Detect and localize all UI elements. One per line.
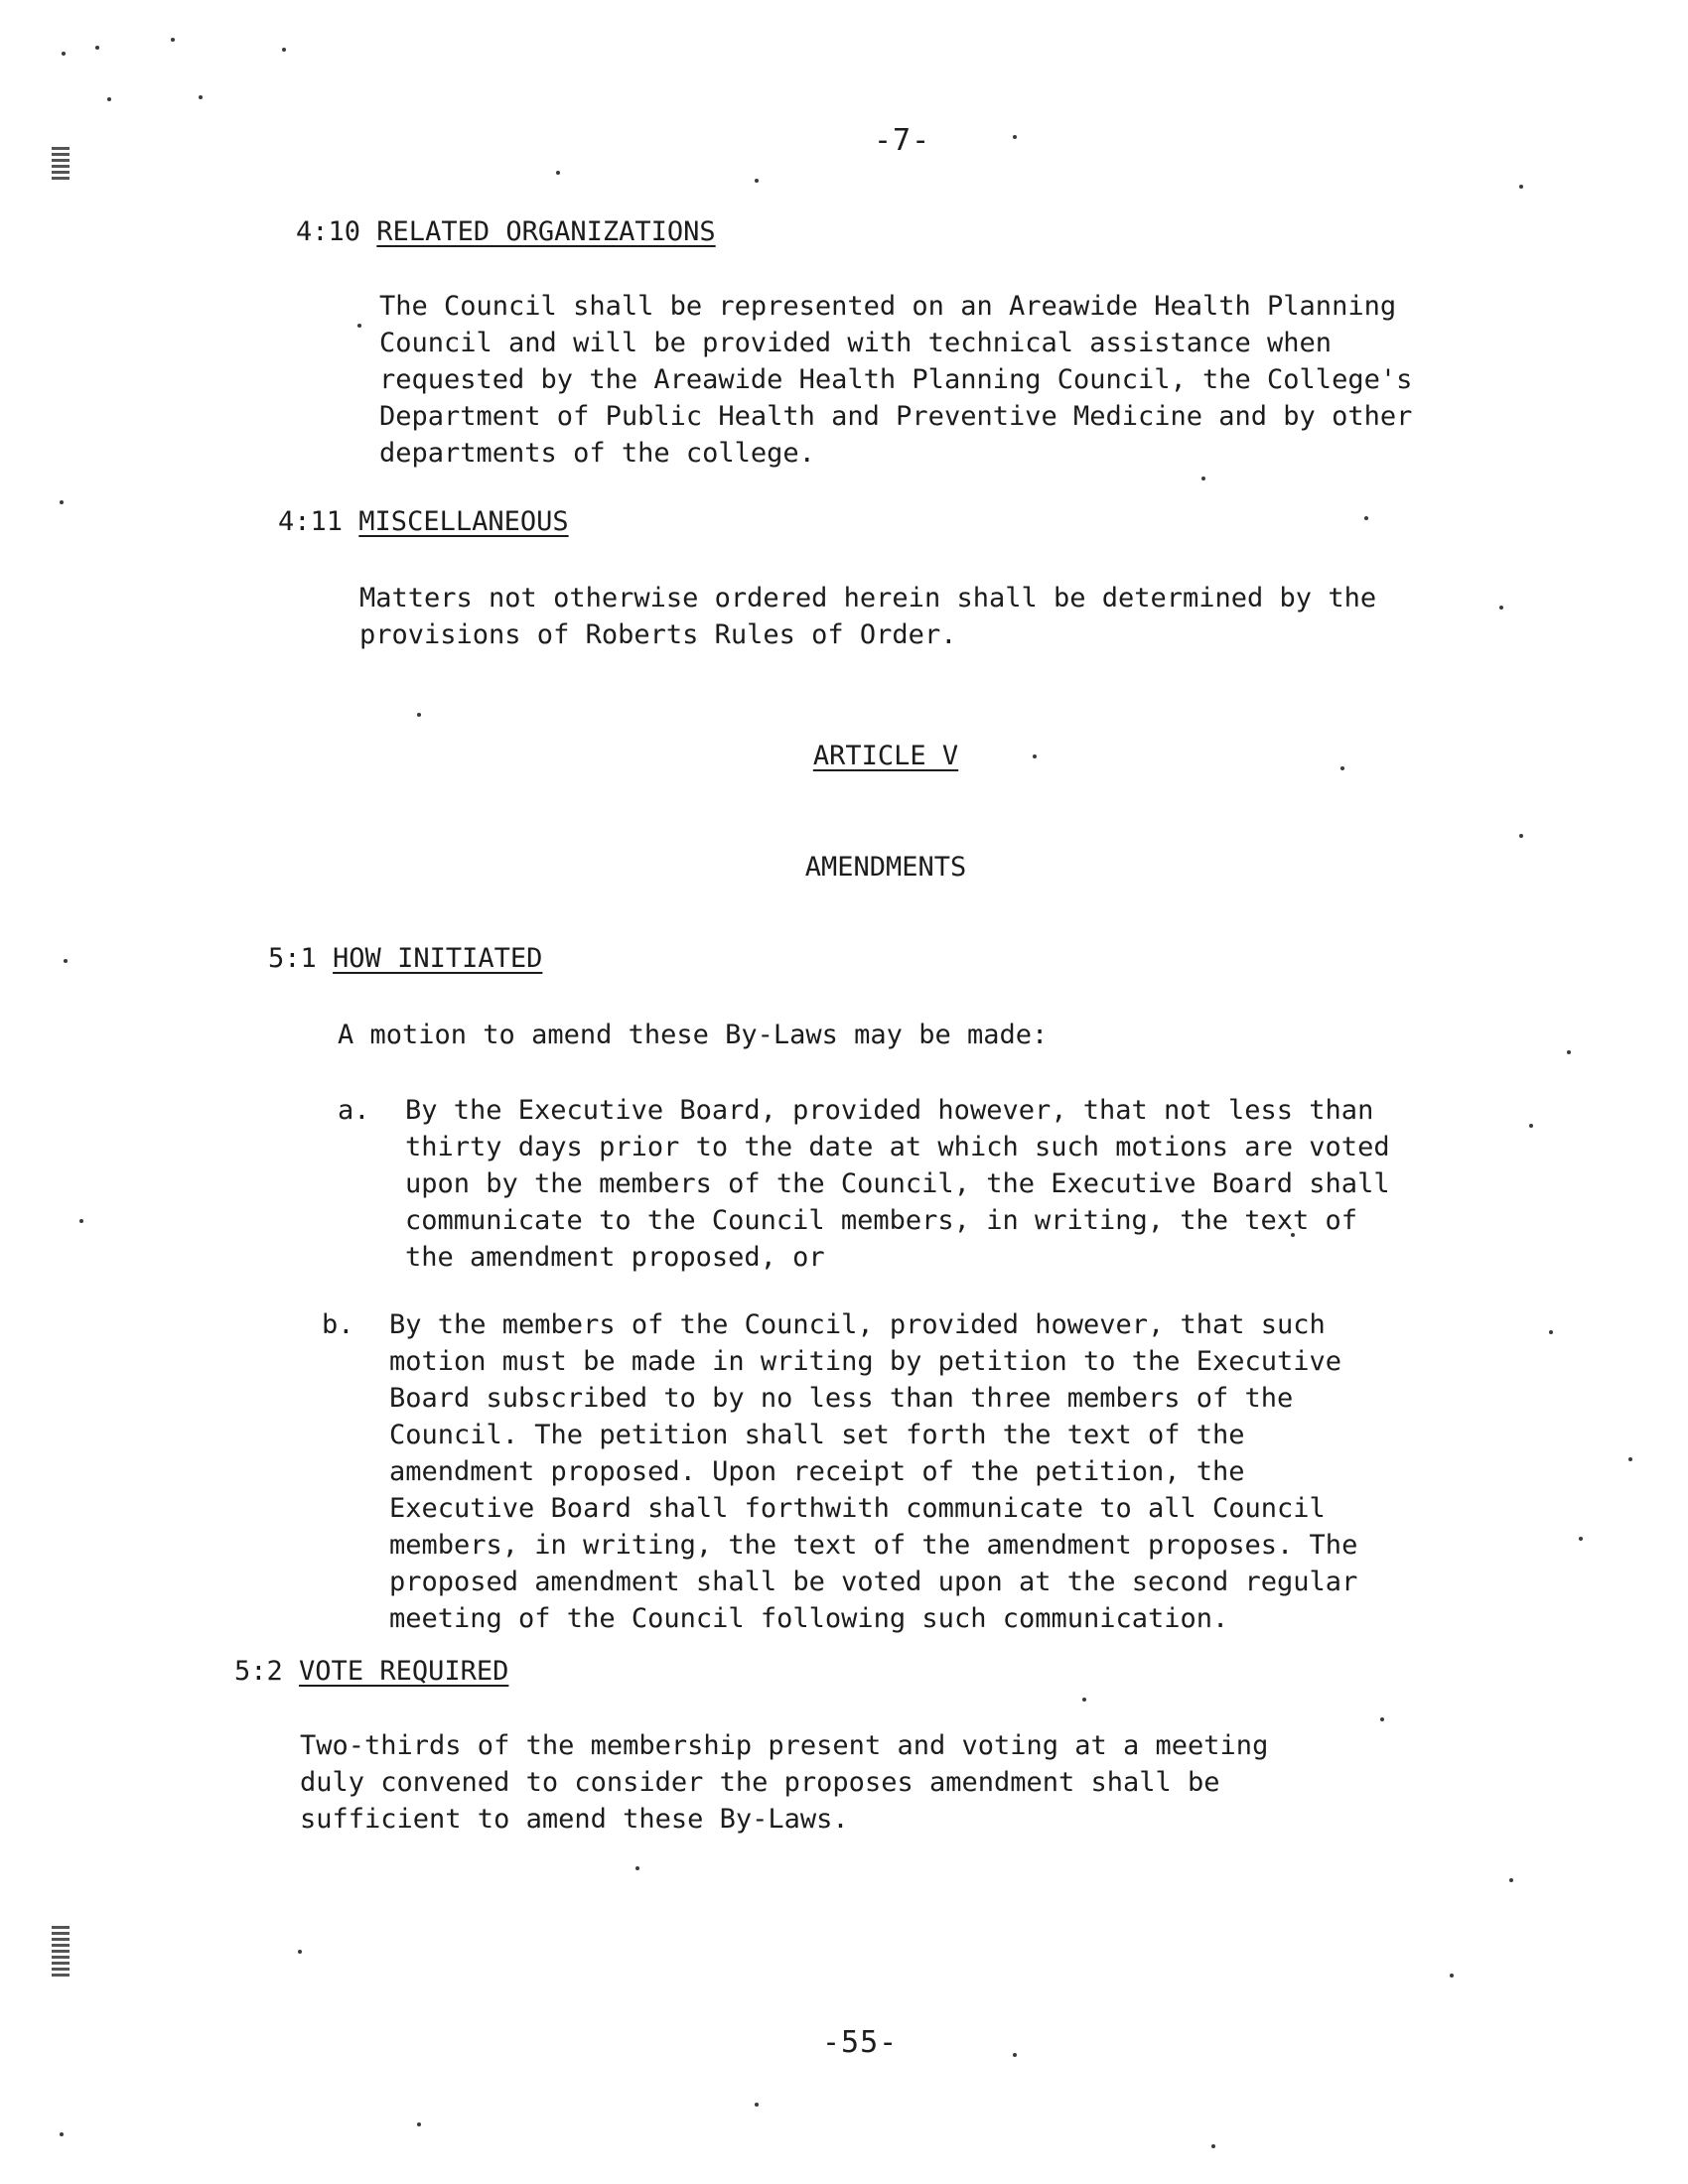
section-number: 4:10 [296, 216, 361, 247]
section-title: HOW INITIATED [333, 943, 543, 974]
section-text-4-11: Matters not otherwise ordered herein shall be determined by the provisions of Roberts Rules of Order. [359, 583, 1377, 650]
section-number: 5:2 [234, 1656, 283, 1687]
section-text-4-10: The Council shall be represented on an Areawide Health Planning Council and will be provided with technical assistance when requested by the Areawide Health Planning Council, the College's Department of Public Health and Preventive Medicine and by other departments of the college. [379, 291, 1413, 469]
binding-mark-top [52, 147, 70, 183]
section-heading-5-1 [268, 943, 542, 974]
section-heading-4-11 [278, 506, 569, 537]
section-title: MISCELLANEOUS [358, 506, 569, 537]
section-number: 5:1 [268, 943, 317, 974]
section-title: RELATED ORGANIZATIONS [376, 216, 716, 247]
list-item-text: By the members of the Council, provided however, that such motion must be made in writing by petition to the Executive Board subscribed to by no less than three members of the Council. The petition shall set forth the text of the amendment proposed. Upon receipt of the petition, the Executive Board shall forthwith communicate to all Council members, in writing, the text of the amendment proposes. The proposed amendment shall be voted upon at the second regular meeting of the Council following such communication. [389, 1309, 1358, 1634]
binding-mark-bottom [52, 1926, 70, 1978]
page-number-bottom: -55- [822, 2025, 899, 2060]
list-marker: a. [338, 1095, 370, 1126]
article-subtitle: AMENDMENTS [804, 852, 967, 883]
page-number-top: -7- [874, 123, 931, 158]
section-intro-5-1: A motion to amend these By-Laws may be made: [338, 1020, 1049, 1050]
list-marker: b. [322, 1309, 354, 1340]
article-title: ARTICLE V [812, 741, 959, 771]
section-number: 4:11 [278, 506, 344, 537]
section-heading-4-10 [296, 216, 716, 247]
list-item-text: By the Executive Board, provided however, that not less than thirty days prior to the date at which such motions are voted upon by the members of the Council, the Executive Board shall communicate to the Council members, in writing, the text of the amendment proposed, or [405, 1095, 1390, 1273]
section-heading-5-2 [234, 1656, 508, 1687]
section-title: VOTE REQUIRED [299, 1656, 509, 1687]
section-text-5-2: Two-thirds of the membership present and voting at a meeting duly convened to consider the proposes amendment shall be sufficient to amend these By-Laws. [300, 1730, 1269, 1835]
